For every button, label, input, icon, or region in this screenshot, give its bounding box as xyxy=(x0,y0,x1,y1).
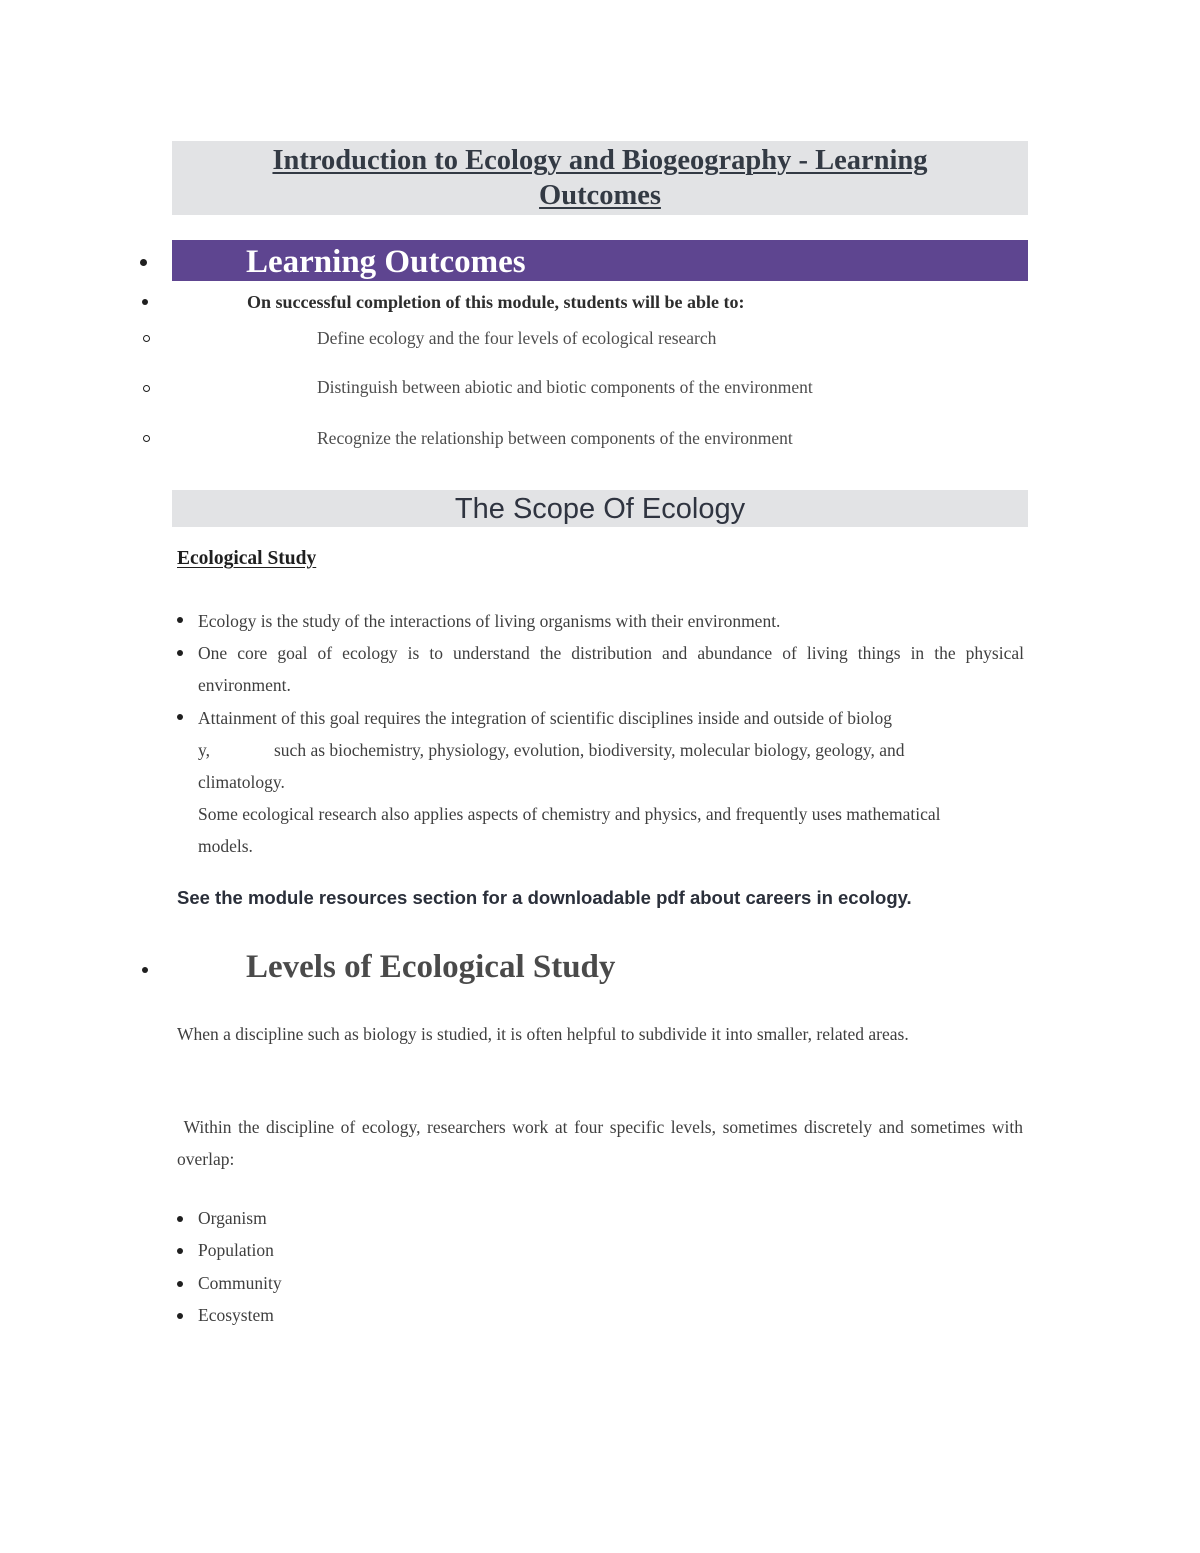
learning-outcomes-intro: On successful completion of this module, students will be able to: xyxy=(247,292,745,312)
level-item-ecosystem: Ecosystem xyxy=(198,1305,274,1325)
levels-paragraph-1: When a discipline such as biology is studied, it is often helpful to subdivide it into smaller, related areas. xyxy=(177,1024,909,1044)
page-title-line-2: Outcomes xyxy=(539,180,661,211)
level-item-population: Population xyxy=(198,1240,274,1260)
level-item-organism: Organism xyxy=(198,1208,267,1228)
scope-bullet-1: Ecology is the study of the interactions of living organisms with their environment. xyxy=(198,611,781,631)
circle-bullet xyxy=(143,335,150,342)
levels-paragraph-2: Within the discipline of ecology, researchers work at four specific levels, sometimes discretely and sometimes with overlap: xyxy=(177,1117,1028,1169)
scope-bullet-2: One core goal of ecology is to understand the distribution and abundance of living things in the physical environment. xyxy=(198,643,1024,695)
scope-bullet-3-line-3: climatology. xyxy=(198,772,285,792)
bullet-dot xyxy=(177,1248,183,1254)
bullet-dot xyxy=(177,1313,183,1319)
page-title xyxy=(172,141,1028,213)
circle-bullet xyxy=(143,435,150,442)
bullet-dot xyxy=(142,967,148,973)
bullet-dot xyxy=(177,617,183,623)
scope-extra-paragraph: Some ecological research also applies aspects of chemistry and physics, and frequently uses mathematical models. xyxy=(198,804,941,856)
ecological-study-subheading: Ecological Study xyxy=(177,548,317,569)
resources-note: See the module resources section for a downloadable pdf about careers in ecology. xyxy=(177,887,912,908)
learning-outcome-item: Recognize the relationship between components of the environment xyxy=(317,428,793,448)
levels-heading: Levels of Ecological Study xyxy=(246,949,616,985)
bullet-dot xyxy=(177,650,183,656)
scope-bullet-3-fragment: y, xyxy=(198,740,210,760)
bullet-dot xyxy=(177,1281,183,1287)
bullet-dot xyxy=(177,1216,183,1222)
circle-bullet xyxy=(143,385,150,392)
scope-bullet-3-line-1: Attainment of this goal requires the integration of scientific disciplines inside and outside of biolog xyxy=(198,708,893,728)
scope-heading: The Scope Of Ecology xyxy=(454,493,746,525)
bullet-dot xyxy=(177,714,183,720)
bullet-dot xyxy=(142,299,148,305)
learning-outcome-item: Define ecology and the four levels of ecological research xyxy=(317,328,717,348)
level-item-community: Community xyxy=(198,1273,282,1293)
page-title-line-1: Introduction to Ecology and Biogeography - Learning xyxy=(272,145,928,176)
bullet-dot xyxy=(140,259,147,266)
learning-outcomes-heading: Learning Outcomes xyxy=(246,244,526,280)
scope-bullet-3-line-2: such as biochemistry, physiology, evolution, biodiversity, molecular biology, geology, and xyxy=(274,740,905,760)
learning-outcome-item: Distinguish between abiotic and biotic components of the environment xyxy=(317,377,813,397)
